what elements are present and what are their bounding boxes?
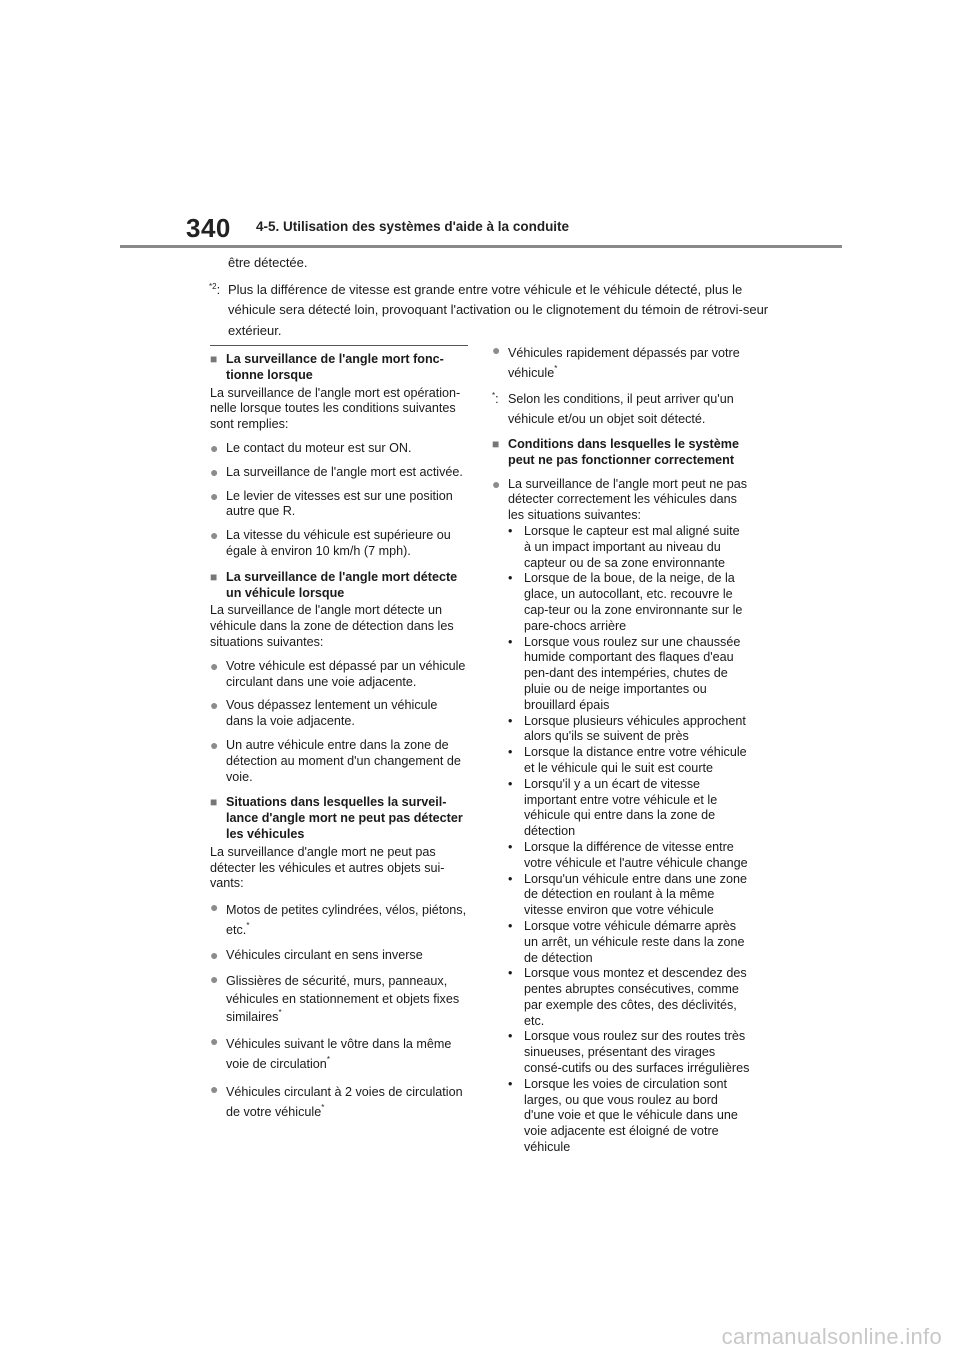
column-rule	[210, 345, 468, 346]
sub-list-item: • Lorsque votre véhicule démarre après un arrêt, un véhicule reste dans la zone de détection	[508, 918, 745, 965]
list-item: ● La surveillance de l'angle mort est activée.	[210, 463, 463, 480]
footnote-2	[209, 280, 769, 342]
footnote-marker: $^{*2}$:	[209, 281, 221, 297]
list-item: ● Véhicules suivant le vôtre dans la même voie de circulation*	[210, 1034, 468, 1074]
section-heading: ■ Situations dans lesquelles la surveil-lance d'angle mort ne peut pas détecter les véhicules	[210, 795, 463, 841]
asterisk-marker: *	[246, 921, 250, 931]
circle-bullet-icon: ●	[210, 657, 219, 674]
circle-bullet-icon: ●	[210, 487, 219, 504]
list-item: ● Le contact du moteur est sur ON.	[210, 439, 412, 456]
sub-list-item: • Lorsqu'un véhicule entre dans une zone de détection en roulant à la même vitesse environ que votre véhicule	[508, 871, 747, 918]
circle-bullet-icon: ●	[210, 947, 219, 964]
section-heading: ■ La surveillance de l'angle mort détecte un véhicule lorsque	[210, 569, 458, 600]
page-number: 340	[186, 213, 231, 243]
circle-bullet-icon: ●	[210, 899, 219, 916]
circle-bullet-icon: ●	[210, 970, 219, 987]
list-item: ● Un autre véhicule entre dans la zone de détection au moment d'un changement de voie.	[210, 736, 461, 784]
intro-block	[209, 253, 769, 341]
list-item: ● Vous dépassez lentement un véhicule dans la voie adjacente.	[210, 697, 438, 729]
list-item: ● Véhicules rapidement dépassés par votre véhicule*	[492, 343, 750, 383]
asterisk-marker: *	[326, 1054, 330, 1064]
footnote-marker: *:	[492, 391, 499, 406]
sub-list-item: • Lorsqu'il y a un écart de vitesse important entre votre véhicule et le véhicule qui entre dans la zone de détection	[508, 776, 718, 839]
sub-list-item: • Lorsque vous roulez sur une chaussée humide comportant des flaques d'eau pen-dant des intempéries, chutes de pluie ou de neige importantes ou brouillard épais	[508, 634, 741, 712]
sub-list-item: • Lorsque vous roulez sur des routes très sinueuses, présentant des virages consé-cutifs ou des surfaces irrégulières	[508, 1029, 750, 1076]
list-item: ● Véhicules circulant en sens inverse	[210, 947, 423, 964]
circle-bullet-icon: ●	[210, 527, 219, 544]
left-column	[210, 345, 468, 1122]
paragraph: La surveillance d'angle mort ne peut pas détecter les véhicules et autres objets sui-vants:	[210, 844, 445, 891]
header-rule	[120, 245, 842, 248]
sub-list-item: • Lorsque de la boue, de la neige, de la glace, un autocollant, etc. recouvre le cap-teur ou la zone environnante sur le pare-chocs arrière	[508, 571, 743, 633]
paragraph: La surveillance de l'angle mort est opération-nelle lorsque toutes les conditions suivantes sont remplies:	[210, 385, 461, 432]
circle-bullet-icon: ●	[210, 1080, 219, 1097]
asterisk-marker: *	[278, 1007, 282, 1017]
section-heading: ■ La surveillance de l'angle mort fonc-tionne lorsque	[210, 352, 444, 382]
sub-list-item: • Lorsque plusieurs véhicules approchent alors qu'ils se suivent de près	[508, 713, 746, 744]
square-bullet-icon: ■	[210, 569, 218, 584]
list-item: ● La surveillance de l'angle mort peut ne pas détecter correctement les véhicules dans les situations suivantes:	[492, 475, 748, 523]
circle-bullet-icon: ●	[210, 736, 219, 753]
square-bullet-icon: ■	[210, 352, 218, 366]
circle-bullet-icon: ●	[492, 342, 501, 358]
list-item: ● Votre véhicule est dépassé par un véhicule circulant dans une voie adjacente.	[210, 657, 466, 689]
circle-bullet-icon: ●	[210, 1032, 219, 1049]
list-item: ● Motos de petites cylindrées, vélos, piétons, etc.*	[210, 900, 468, 940]
right-column	[492, 343, 750, 1156]
continued-text: être détectée.	[228, 255, 308, 270]
sub-list-item: • Lorsque les voies de circulation sont larges, ou que vous roulez au bord d'une voie et que le véhicule dans une voie adjacente est éloigné de votre véhicule	[508, 1076, 738, 1155]
sub-list-item: • Lorsque la différence de vitesse entre votre véhicule et l'autre véhicule change	[508, 839, 748, 870]
list-item: ● Glissières de sécurité, murs, panneaux, véhicules en stationnement et objets fixes similaires*	[210, 970, 460, 1024]
section-title: 4-5. Utilisation des systèmes d'aide à la conduite	[256, 219, 570, 234]
paragraph: La surveillance de l'angle mort détecte un véhicule dans la zone de détection dans les situations suivantes:	[210, 603, 454, 649]
asterisk-marker: *	[321, 1102, 325, 1112]
circle-bullet-icon: ●	[210, 463, 219, 480]
section-heading: ■ Conditions dans lesquelles le système peut ne pas fonctionner correctement	[492, 437, 739, 467]
footnote: *: Selon les conditions, il peut arriver qu'un véhicule et/ou un objet soit détecté.	[492, 389, 750, 429]
sub-list-item: • Lorsque le capteur est mal aligné suite à un impact important au niveau du capteur ou de sa zone environnante	[508, 523, 740, 570]
footnote-text: Plus la différence de vitesse est grande entre votre véhicule et le véhicule détecté, plus le véhicule sera détecté loin, provoquant l'activation ou le clignotement du témoin de rétrovi-seur extérieur.	[228, 281, 769, 338]
list-item: ● Véhicules circulant à 2 voies de circulation de votre véhicule*	[210, 1082, 468, 1122]
list-item: ● Le levier de vitesses est sur une position autre que R.	[210, 487, 453, 519]
square-bullet-icon: ■	[210, 795, 218, 810]
sub-list-item: • Lorsque vous montez et descendez des pentes abruptes consécutives, comme par exemple des côtes, des déclivités, etc.	[508, 966, 747, 1028]
watermark: carmanualsonline.info	[721, 1324, 942, 1349]
circle-bullet-icon: ●	[210, 697, 219, 714]
sub-list-item: • Lorsque la distance entre votre véhicule et le véhicule qui le suit est courte	[508, 745, 747, 775]
square-bullet-icon: ■	[492, 437, 500, 451]
asterisk-marker: *	[554, 364, 558, 373]
circle-bullet-icon: ●	[492, 475, 501, 492]
list-item: ● La vitesse du véhicule est supérieure ou égale à environ 10 km/h (7 mph).	[210, 527, 451, 558]
circle-bullet-icon: ●	[210, 439, 219, 456]
